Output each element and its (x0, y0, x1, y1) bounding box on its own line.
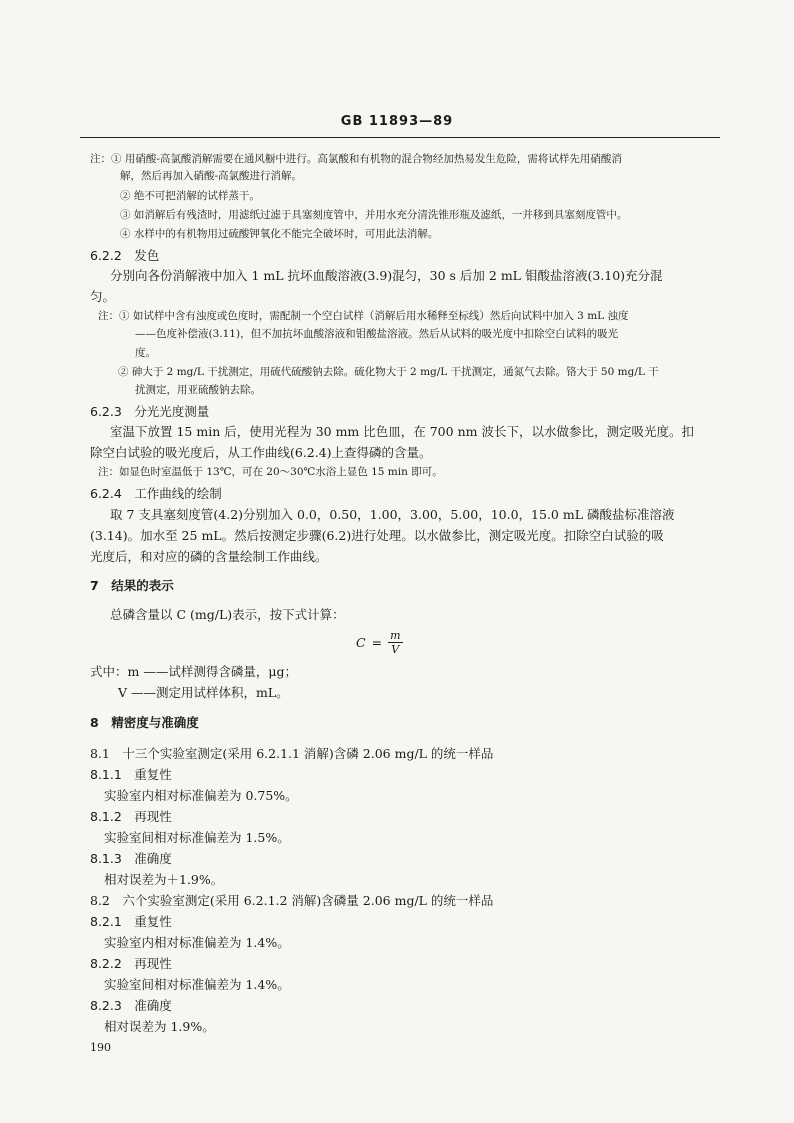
text-line-9: 注：① 如试样中含有浊度或色度时，需配制一个空白试样（消解后用水稀释至标线）然后向试料中加入 3 mL 浊度 (98, 310, 629, 322)
text-line-30: 8.1.2 再现性 (90, 809, 172, 824)
text-line-12: ② 砷大于 2 mg/L 干扰测定，用硫代硫酸钠去除。硫化物大于 2 mg/L 干扰测定，通氮气去除。铬大于 50 mg/L 干 (118, 366, 659, 378)
text-line-38: 实验室间相对标准偏差为 1.4%。 (104, 977, 290, 992)
text-line-20: (3.14)。加水至 25 mL。然后按测定步骤(6.2)进行处理。以水做参比，测定吸光度。扣除空白试验的吸 (90, 528, 664, 543)
text-line-4: ③ 如消解后有残渣时，用滤纸过滤于具塞刻度管中，并用水充分清洗锥形瓶及滤纸，一并移到具塞刻度管中。 (120, 209, 628, 221)
text-line-2: 解，然后再加入硝酸-高氯酸进行消解。 (120, 170, 303, 182)
text-line-40: 相对误差为 1.9%。 (104, 1019, 215, 1034)
formula (356, 629, 403, 656)
text-line-13: 扰测定，用亚硫酸钠去除。 (135, 384, 261, 396)
text-line-22: 7 结果的表示 (90, 578, 174, 593)
text-line-14: 6.2.3 分光光度测量 (90, 404, 210, 419)
text-line-8: 匀。 (90, 289, 116, 304)
text-line-16: 除空白试验的吸光度后，从工作曲线(6.2.4)上查得磷的含量。 (90, 445, 432, 460)
formula-numerator: m (390, 629, 401, 642)
text-line-24: 式中：m ——试样测得含磷量，μg； (90, 664, 297, 679)
text-line-10: ——色度补偿液(3.11)，但不加抗坏血酸溶液和钼酸盐溶液。然后从试料的吸光度中扣除空白试料的吸光 (135, 328, 619, 340)
text-line-17: 注：如显色时室温低于 13℃，可在 20～30℃水浴上显色 15 min 即可。 (98, 466, 443, 478)
text-line-18: 6.2.4 工作曲线的绘制 (90, 486, 222, 501)
text-line-23: 总磷含量以 C (mg/L)表示，按下式计算： (110, 607, 345, 622)
text-line-21: 光度后，和对应的磷的含量绘制工作曲线。 (90, 549, 328, 564)
header-rule (80, 137, 720, 138)
text-line-31: 实验室间相对标准偏差为 1.5%。 (104, 830, 290, 845)
text-line-37: 8.2.2 再现性 (90, 956, 172, 971)
text-line-11: 度。 (135, 347, 156, 359)
text-line-28: 8.1.1 重复性 (90, 767, 172, 782)
text-line-35: 8.2.1 重复性 (90, 914, 172, 929)
formula-lhs: C (356, 635, 366, 650)
text-line-1: 注：① 用硝酸-高氯酸消解需要在通风橱中进行。高氯酸和有机物的混合物经加热易发生危险，需将试样先用硝酸消 (90, 153, 622, 165)
text-line-7: 分别向各份消解液中加入 1 mL 抗坏血酸溶液(3.9)混匀，30 s 后加 2 mL 钼酸盐溶液(3.10)充分混 (110, 268, 663, 283)
text-line-26: 8 精密度与准确度 (90, 715, 199, 730)
formula-denominator: V (391, 643, 400, 656)
text-line-27: 8.1 十三个实验室测定(采用 6.2.1.1 消解)含磷 2.06 mg/L 的统一样品 (90, 746, 494, 761)
text-line-39: 8.2.3 准确度 (90, 998, 172, 1013)
text-line-36: 实验室内相对标准偏差为 1.4%。 (104, 935, 290, 950)
text-line-3: ② 绝不可把消解的试样蒸干。 (120, 190, 260, 202)
formula-fraction (388, 629, 402, 656)
formula-equals: = (371, 635, 383, 650)
text-line-33: 相对误差为＋1.9%。 (104, 872, 224, 887)
text-line-34: 8.2 六个实验室测定(采用 6.2.1.2 消解)含磷量 2.06 mg/L 的统一样品 (90, 893, 494, 908)
text-line-29: 实验室内相对标准偏差为 0.75%。 (104, 788, 298, 803)
text-line-15: 室温下放置 15 min 后，使用光程为 30 mm 比色皿，在 700 nm 波长下，以水做参比，测定吸光度。扣 (110, 424, 694, 439)
standard-number-header: GB 11893—89 (340, 114, 454, 129)
text-line-19: 取 7 支具塞刻度管(4.2)分别加入 0.0，0.50，1.00，3.00，5.00，10.0，15.0 mL 磷酸盐标准溶液 (110, 507, 675, 522)
text-line-25: V ——测定用试样体积，mL。 (118, 685, 289, 700)
text-line-6: 6.2.2 发色 (90, 248, 160, 263)
page-number: 190 (90, 1041, 111, 1054)
text-line-5: ④ 水样中的有机物用过硫酸钾氧化不能完全破坏时，可用此法消解。 (120, 228, 439, 240)
text-line-32: 8.1.3 准确度 (90, 851, 172, 866)
